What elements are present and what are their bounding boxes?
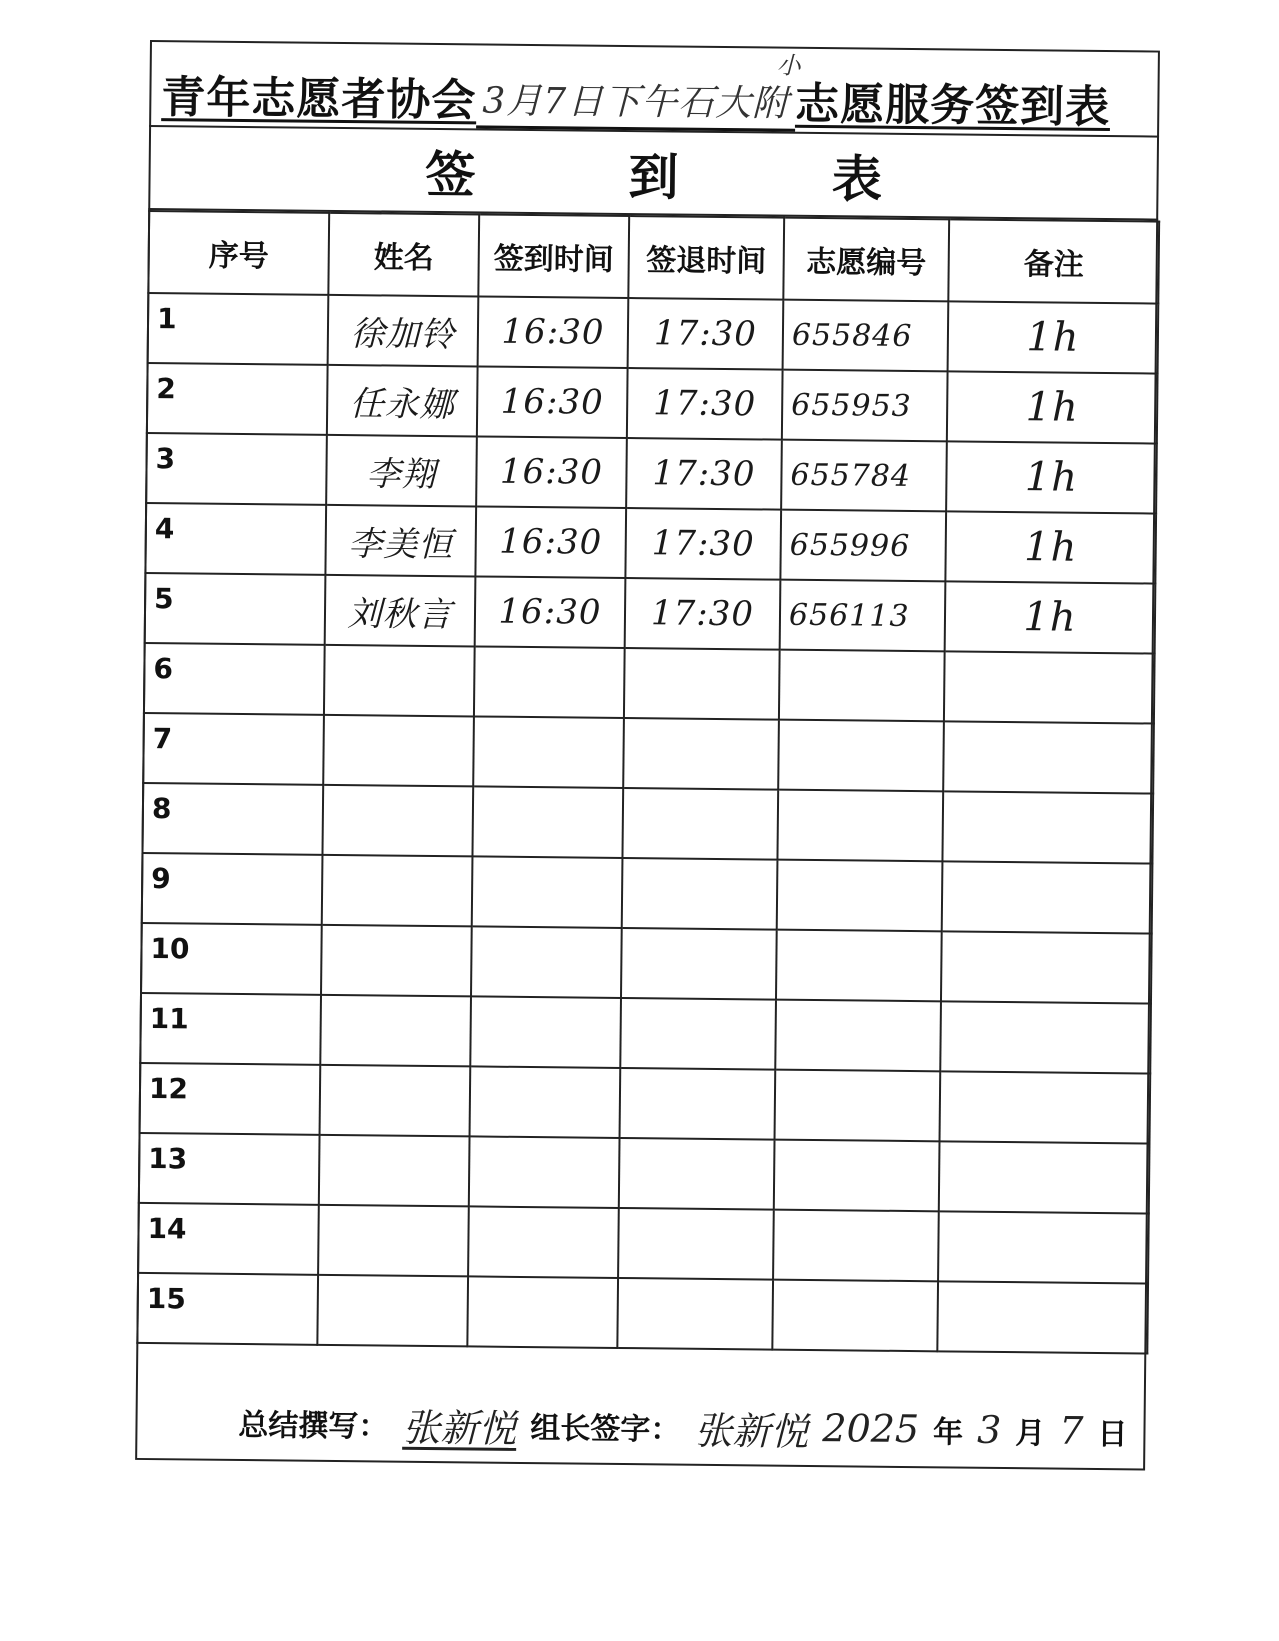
checkout-time <box>620 998 776 1070</box>
row-note: 1h <box>945 511 1156 583</box>
checkin-time <box>472 786 623 858</box>
volunteer-name <box>320 1065 471 1137</box>
row-note <box>943 721 1154 793</box>
checkin-time <box>474 646 625 718</box>
row-number: 8 <box>142 783 323 855</box>
row-note: 1h <box>948 301 1159 373</box>
year-value: 2025 <box>822 1406 920 1452</box>
table-row <box>137 1273 1148 1354</box>
row-note <box>941 931 1152 1003</box>
event-text: 3月7日下午石大附 <box>482 80 790 125</box>
volunteer-id: 655953 <box>782 370 948 442</box>
checkin-time <box>468 1206 619 1278</box>
checkin-time: 16:30 <box>475 506 626 578</box>
volunteer-name <box>322 785 473 857</box>
month-value: 3 <box>976 1407 1002 1452</box>
checkin-time <box>473 716 624 788</box>
header-title <box>161 50 1147 135</box>
col-header-name: 姓名 <box>328 213 479 297</box>
table-row <box>139 1133 1150 1214</box>
sheet-title-char: 签 <box>424 145 476 204</box>
sign-in-sheet <box>135 40 1165 1471</box>
checkout-time <box>622 788 778 860</box>
table-row <box>147 363 1158 444</box>
volunteer-name <box>322 855 473 927</box>
row-number: 10 <box>141 923 322 995</box>
row-note <box>942 861 1153 933</box>
table-header-row <box>148 211 1159 304</box>
row-note <box>938 1211 1149 1283</box>
checkout-time <box>617 1278 773 1350</box>
checkin-time <box>470 1066 621 1138</box>
row-note <box>944 651 1155 723</box>
month-label: 月 <box>1015 1416 1046 1452</box>
checkin-time <box>471 926 622 998</box>
checkin-time: 16:30 <box>475 576 626 648</box>
volunteer-name: 李美恒 <box>325 505 476 577</box>
col-header-volunteer-id: 志愿编号 <box>783 218 949 302</box>
volunteer-id <box>778 720 944 792</box>
col-header-no: 序号 <box>148 211 329 295</box>
table-row <box>143 713 1154 794</box>
checkin-time <box>470 996 621 1068</box>
volunteer-id <box>779 650 945 722</box>
volunteer-name: 任永娜 <box>327 365 478 437</box>
row-number: 1 <box>148 293 329 365</box>
sheet-title-char: 到 <box>628 147 679 207</box>
checkout-time <box>624 648 780 720</box>
volunteer-id <box>774 1140 940 1212</box>
volunteer-id <box>776 930 942 1002</box>
volunteer-name <box>320 995 471 1067</box>
row-number: 14 <box>138 1203 319 1275</box>
table-row <box>140 1063 1151 1144</box>
checkout-time <box>619 1138 775 1210</box>
row-number: 4 <box>145 503 326 575</box>
volunteer-name <box>317 1275 468 1347</box>
volunteer-id: 655996 <box>780 510 946 582</box>
checkout-time <box>621 928 777 1000</box>
row-note: 1h <box>947 371 1158 443</box>
day-value: 7 <box>1059 1408 1084 1453</box>
table-row <box>138 1203 1149 1284</box>
checkin-time <box>472 856 623 928</box>
volunteer-name <box>323 715 474 787</box>
row-number: 15 <box>137 1273 318 1345</box>
row-number: 3 <box>146 433 327 505</box>
row-number: 2 <box>147 363 328 435</box>
leader-signature: 张新悦 <box>694 1408 809 1454</box>
row-number: 9 <box>142 853 323 925</box>
volunteer-id: 655846 <box>783 300 949 372</box>
org-name: 青年志愿者协会 <box>161 72 477 127</box>
form-name: 志愿服务签到表 <box>794 78 1111 134</box>
table-row <box>142 853 1153 934</box>
table-row <box>144 643 1155 724</box>
volunteer-id <box>775 1000 941 1072</box>
row-note: 1h <box>945 581 1156 653</box>
sheet-title <box>148 125 1159 221</box>
checkout-time <box>618 1208 774 1280</box>
volunteer-name: 李翔 <box>326 435 477 507</box>
sheet-title-char: 表 <box>831 149 883 209</box>
checkin-time <box>469 1136 620 1208</box>
footer <box>135 1382 1146 1471</box>
volunteer-name <box>318 1205 469 1277</box>
table-row <box>145 573 1156 654</box>
row-note <box>942 791 1153 863</box>
volunteer-name <box>321 925 472 997</box>
volunteer-id: 655784 <box>781 440 947 512</box>
checkin-time <box>467 1276 618 1348</box>
volunteer-name <box>319 1135 470 1207</box>
table-row <box>140 993 1151 1074</box>
row-number: 7 <box>143 713 324 785</box>
checkout-time <box>623 718 779 790</box>
table-row <box>141 923 1152 1004</box>
summary-label: 总结撰写： <box>238 1408 389 1445</box>
row-number: 12 <box>140 1063 321 1135</box>
handwritten-event <box>476 51 802 131</box>
row-number: 5 <box>145 573 326 645</box>
roster-table <box>136 210 1160 1355</box>
row-number: 6 <box>144 643 325 715</box>
volunteer-name <box>324 645 475 717</box>
table-row <box>142 783 1153 864</box>
row-note <box>939 1141 1150 1213</box>
row-note <box>937 1281 1148 1353</box>
volunteer-id <box>777 860 943 932</box>
checkout-time: 17:30 <box>627 368 783 440</box>
checkout-time <box>622 858 778 930</box>
col-header-checkout: 签退时间 <box>628 216 784 300</box>
volunteer-id <box>773 1210 939 1282</box>
table-row <box>145 503 1156 584</box>
row-note: 1h <box>946 441 1157 513</box>
row-note <box>940 1071 1151 1143</box>
checkin-time: 16:30 <box>478 296 629 368</box>
day-label: 日 <box>1097 1416 1128 1453</box>
checkout-time <box>620 1068 776 1140</box>
volunteer-name: 徐加铃 <box>328 295 479 367</box>
checkout-time: 17:30 <box>625 508 781 580</box>
checkout-time: 17:30 <box>628 298 784 370</box>
table-row <box>148 293 1159 374</box>
checkin-time: 16:30 <box>477 366 628 438</box>
volunteer-name: 刘秋言 <box>325 575 476 647</box>
checkout-time: 17:30 <box>626 438 782 510</box>
row-number: 13 <box>139 1133 320 1205</box>
row-number: 11 <box>140 993 321 1065</box>
table-row <box>146 433 1157 514</box>
volunteer-id <box>777 790 943 862</box>
checkin-time: 16:30 <box>476 436 627 508</box>
col-header-note: 备注 <box>948 219 1159 303</box>
row-note <box>940 1001 1151 1073</box>
handwritten-insert: 小 <box>776 51 802 80</box>
volunteer-id: 656113 <box>780 580 946 652</box>
summary-writer: 张新悦 <box>402 1405 517 1451</box>
volunteer-id <box>775 1070 941 1142</box>
volunteer-id <box>772 1280 938 1352</box>
roster-body <box>137 293 1158 1354</box>
col-header-checkin: 签到时间 <box>478 214 629 298</box>
year-label: 年 <box>932 1415 964 1451</box>
leader-label: 组长签字： <box>530 1411 681 1448</box>
checkout-time: 17:30 <box>625 578 781 650</box>
